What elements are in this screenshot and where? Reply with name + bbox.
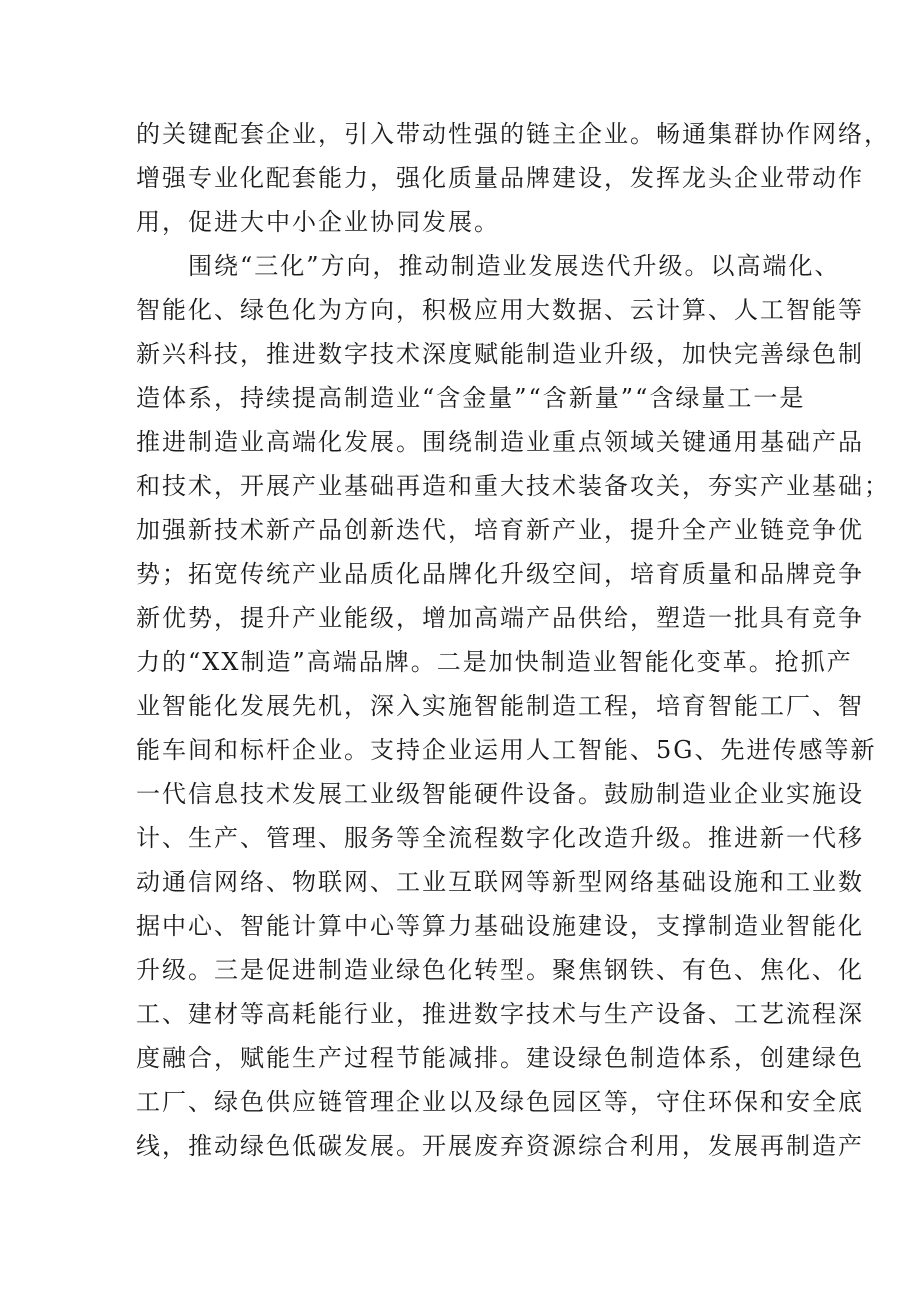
text-line: 势；拓宽传统产业品质化品牌化升级空间，培育质量和品牌竞争 — [136, 560, 864, 588]
text-line: 业智能化发展先机，深入实施智能制造工程，培育智能工厂、智 — [136, 692, 864, 720]
text-line: 升级。三是促进制造业绿色化转型。聚焦钢铁、有色、焦化、化 — [136, 956, 864, 984]
text-line: 一代信息技术发展工业级智能硬件设备。鼓励制造业企业实施设 — [136, 780, 864, 808]
text-line: 动通信网络、物联网、工业互联网等新型网络基础设施和工业数 — [136, 868, 864, 896]
text-line: 计、生产、管理、服务等全流程数字化改造升级。推进新一代移 — [136, 824, 864, 852]
text-line: 和技术，开展产业基础再造和重大技术装备攻关，夯实产业基础； — [136, 472, 890, 500]
text-line: 度融合，赋能生产过程节能减排。建设绿色制造体系，创建绿色 — [136, 1044, 864, 1072]
text-line: 推进制造业高端化发展。围绕制造业重点领域关键通用基础产品 — [136, 428, 864, 456]
text-line: 能车间和标杆企业。支持企业运用人工智能、5G、先进传感等新 — [136, 736, 877, 764]
text-line: 力的“XX制造”高端品牌。二是加快制造业智能化变革。抢抓产 — [136, 648, 853, 676]
text-line: 的关键配套企业，引入带动性强的链主企业。畅通集群协作网络， — [136, 120, 890, 148]
text-line: 加强新技术新产品创新迭代，培育新产业，提升全产业链竞争优 — [136, 516, 864, 544]
body-text — [136, 112, 890, 1168]
text-line: 工厂、绿色供应链管理企业以及绿色园区等，守住环保和安全底 — [136, 1088, 864, 1116]
text-line: 造体系，持续提高制造业“含金量”“含新量”“含绿量工一是 — [136, 384, 806, 412]
text-line: 增强专业化配套能力，强化质量品牌建设，发挥龙头企业带动作 — [136, 164, 864, 192]
text-line: 用，促进大中小企业协同发展。 — [136, 208, 500, 236]
text-line: 工、建材等高耗能行业，推进数字技术与生产设备、工艺流程深 — [136, 1000, 864, 1028]
text-line: 智能化、绿色化为方向，积极应用大数据、云计算、人工智能等 — [136, 296, 864, 324]
text-line: 新兴科技，推进数字技术深度赋能制造业升级，加快完善绿色制 — [136, 340, 864, 368]
paragraph-start-line: 围绕“三化”方向，推动制造业发展迭代升级。以高端化、 — [188, 252, 841, 280]
text-line: 据中心、智能计算中心等算力基础设施建设，支撑制造业智能化 — [136, 912, 864, 940]
text-line: 新优势，提升产业能级，增加高端产品供给，塑造一批具有竞争 — [136, 604, 864, 632]
text-line: 线，推动绿色低碳发展。开展废弃资源综合利用，发展再制造产 — [136, 1132, 864, 1160]
